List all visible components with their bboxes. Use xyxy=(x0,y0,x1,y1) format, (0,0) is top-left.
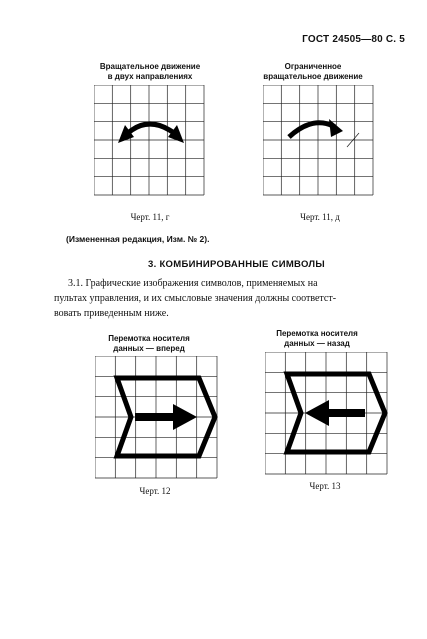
grid-lines xyxy=(94,85,204,195)
figure-caption-rotation-two-directions: Вращательное движение в двух направлениях xyxy=(99,62,201,81)
amendment-note: (Измененная редакция, Изм. № 2). xyxy=(66,234,210,244)
figure-grid-rewind-backward xyxy=(265,352,389,476)
figure-grid-rotation-two-directions xyxy=(94,85,206,197)
section-paragraph: 3.1. Графические изображения символов, применяемых на пультах управления, и их смысловые значения должны соответст- вовать приведенным ниже. xyxy=(54,278,337,319)
figure-label-13: Черт. 13 xyxy=(309,481,341,491)
figure-grid-limited-rotation xyxy=(263,85,375,197)
figure-caption-limited-rotation: Ограниченное вращательное движение xyxy=(263,62,363,81)
figure-label-12: Черт. 12 xyxy=(139,486,171,496)
figure-grid-rewind-forward xyxy=(95,356,219,480)
figure-label-11g: Черт. 11, г xyxy=(130,212,170,222)
figure-label-11d: Черт. 11, д xyxy=(300,212,340,222)
figure-caption-rewind-forward: Перемотка носителя данных — вперед xyxy=(108,334,190,353)
section-title: 3. КОМБИНИРОВАННЫЕ СИМВОЛЫ xyxy=(148,259,325,270)
grid-lines xyxy=(263,85,373,195)
figure-caption-rewind-backward: Перемотка носителя данных — назад xyxy=(276,329,358,348)
page-header: ГОСТ 24505—80 С. 5 xyxy=(302,34,405,45)
